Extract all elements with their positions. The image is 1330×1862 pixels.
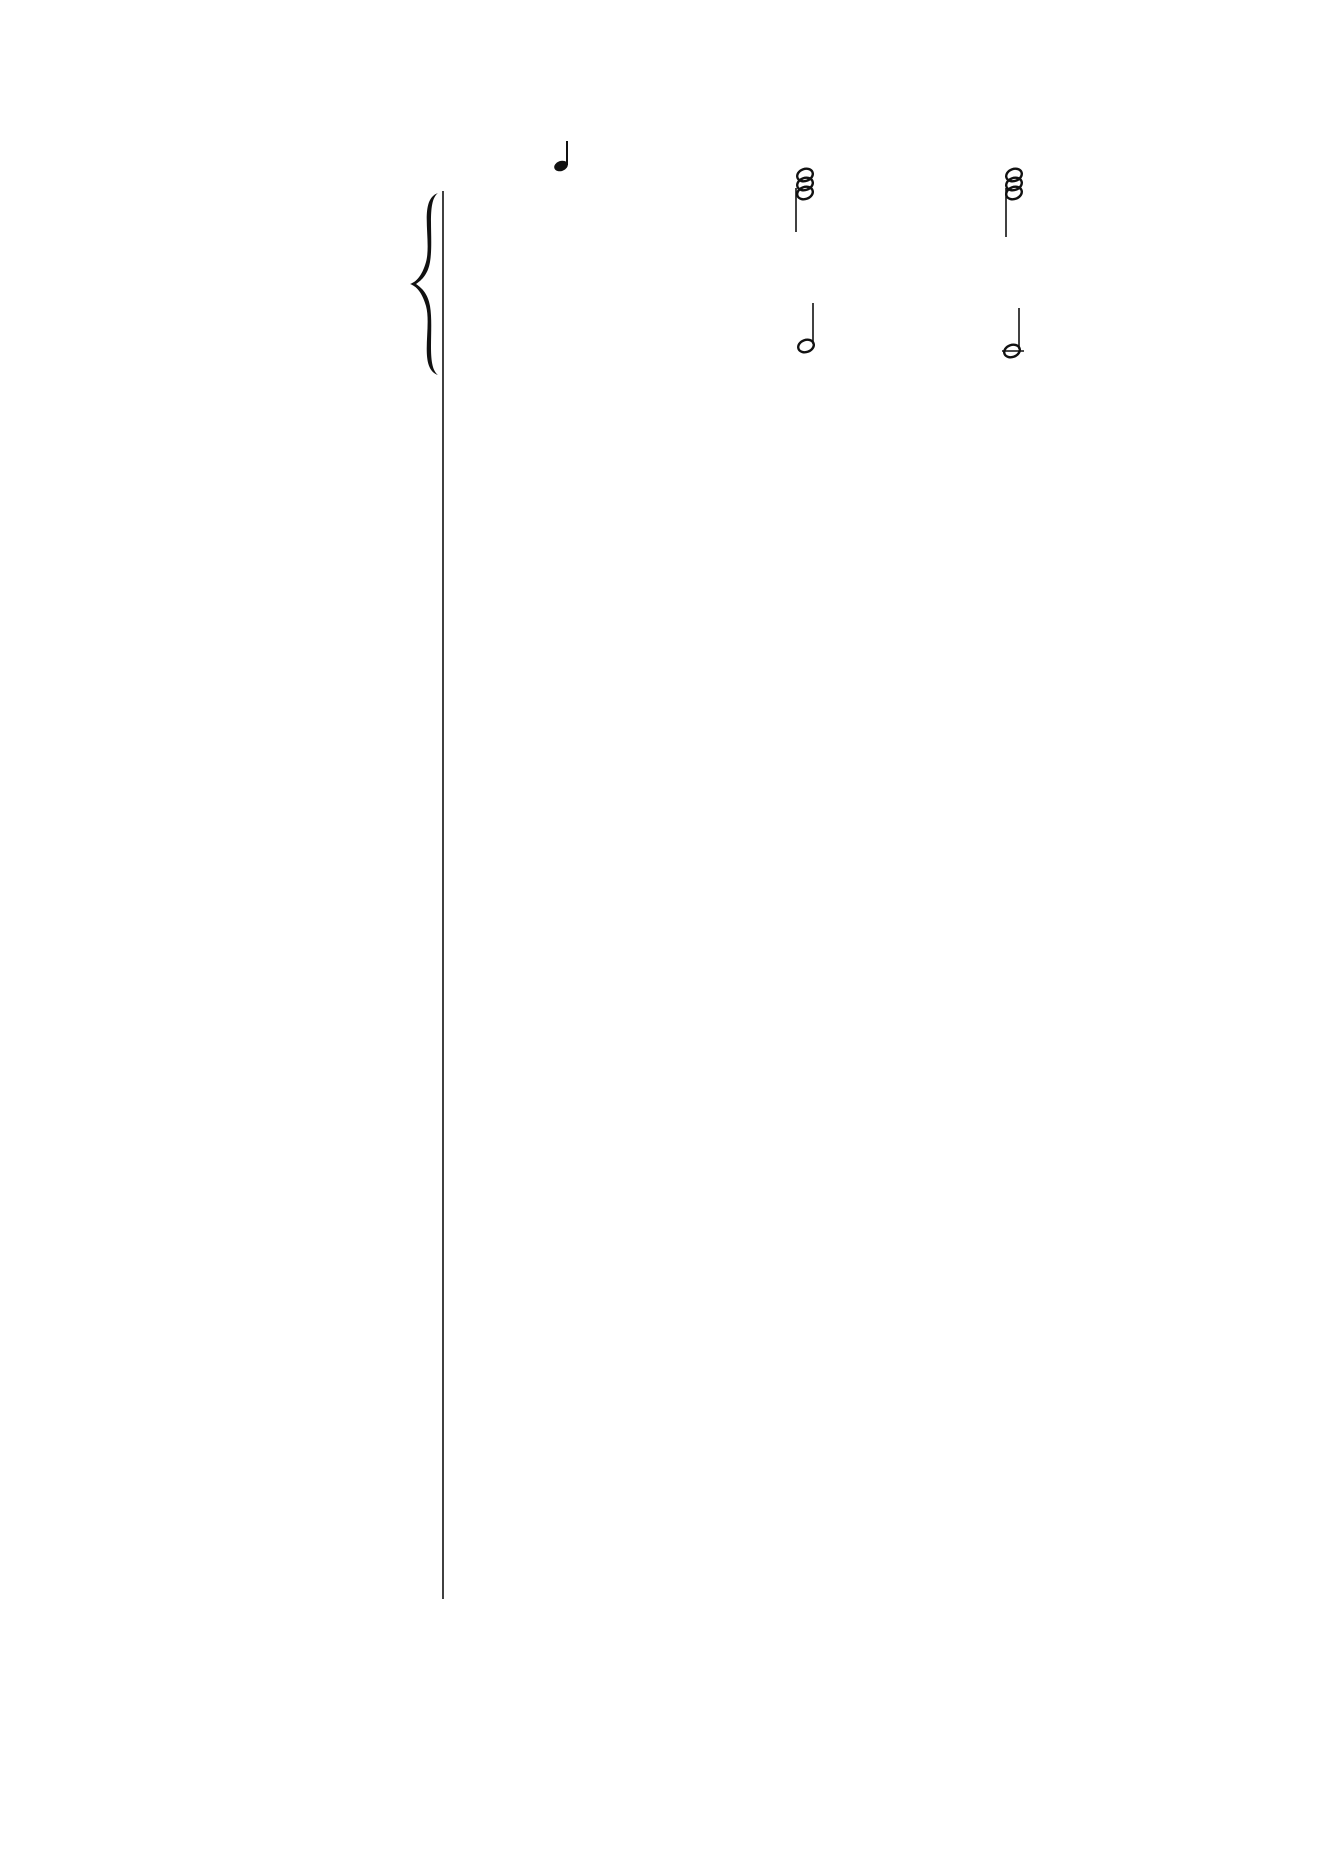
piano-lh-note-2 bbox=[1002, 308, 1024, 359]
piano-rh-chord-2 bbox=[1004, 167, 1023, 237]
piano-rh-chord-1 bbox=[795, 167, 814, 232]
tempo-marking bbox=[553, 141, 570, 173]
piano-brace bbox=[410, 193, 438, 375]
piano-lh-note-1 bbox=[796, 303, 815, 354]
